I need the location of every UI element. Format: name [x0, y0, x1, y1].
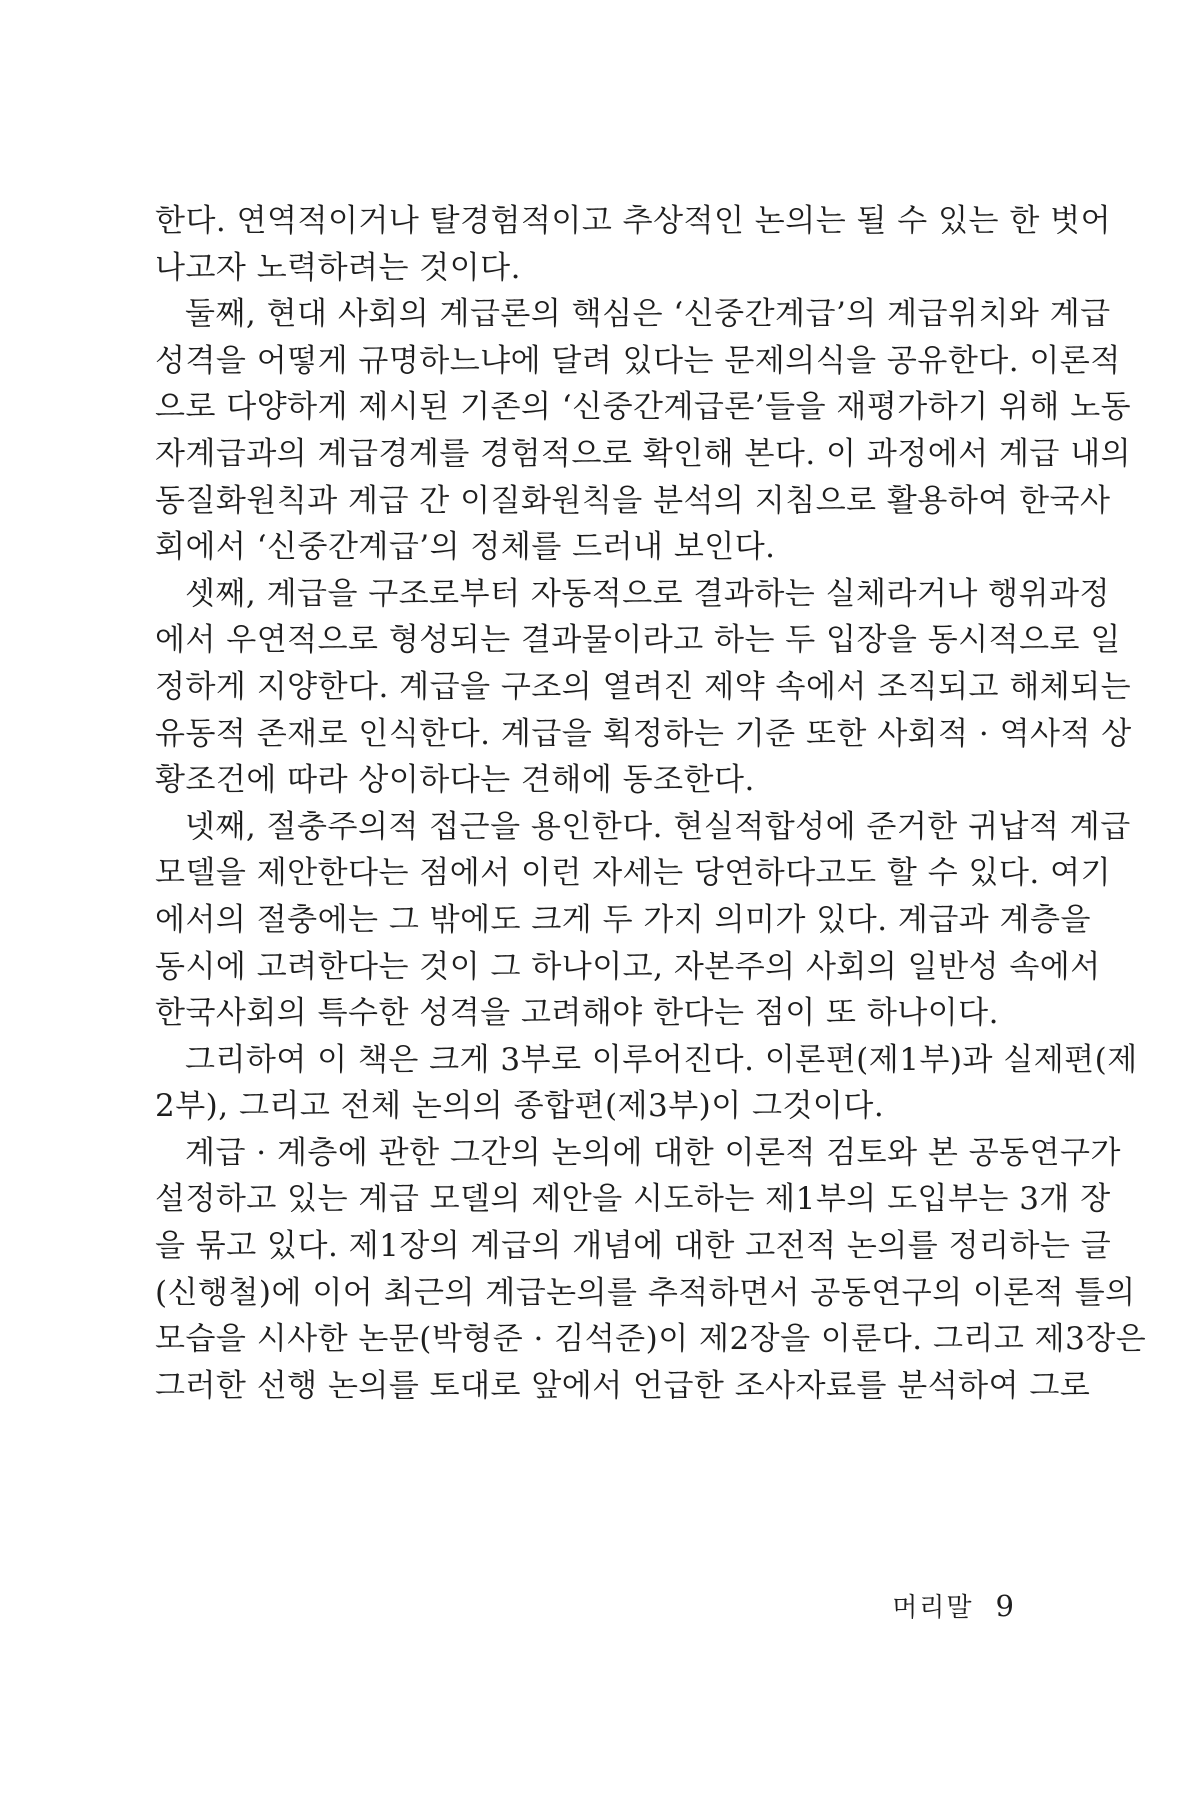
- text-line: 계급 · 계층에 관한 그간의 논의에 대한 이론적 검토와 본 공동연구가: [185, 1134, 1121, 1171]
- text-line: 에서 우연적으로 형성되는 결과물이라고 하는 두 입장을 동시적으로 일: [155, 622, 1121, 659]
- text-line: 황조건에 따라 상이하다는 견해에 동조한다.: [155, 762, 755, 799]
- text-line: 한국사회의 특수한 성격을 고려해야 한다는 점이 또 하나이다.: [155, 995, 999, 1032]
- text-line: 동시에 고려한다는 것이 그 하나이고, 자본주의 사회의 일반성 속에서: [155, 948, 1101, 985]
- text-line: 회에서 ‘신중간계급’의 정체를 드러내 보인다.: [155, 529, 776, 566]
- text-line: 셋째, 계급을 구조로부터 자동적으로 결과하는 실체라거나 행위과정: [185, 575, 1110, 612]
- running-head: 머리말: [892, 1593, 974, 1623]
- text-line: 설정하고 있는 계급 모델의 제안을 시도하는 제1부의 도입부는 3개 장: [155, 1181, 1111, 1218]
- text-line: 모습을 시사한 논문(박형준 · 김석준)이 제2장을 이룬다. 그리고 제3장은: [155, 1321, 1147, 1358]
- text-line: 모델을 제안한다는 점에서 이런 자세는 당연하다고도 할 수 있다. 여기: [155, 855, 1112, 892]
- page-number: 9: [995, 1589, 1014, 1623]
- text-line: 한다. 연역적이거나 탈경험적이고 추상적인 논의는 될 수 있는 한 벗어: [155, 203, 1112, 239]
- text-line: 그러한 선행 논의를 토대로 앞에서 언급한 조사자료를 분석하여 그로: [155, 1367, 1091, 1404]
- text-line: 동질화원칙과 계급 간 이질화원칙을 분석의 지침으로 활용하여 한국사: [155, 482, 1111, 519]
- text-line: 에서의 절충에는 그 밖에도 크게 두 가지 의미가 있다. 계급과 계층을: [155, 901, 1091, 938]
- text-line: 그리하여 이 책은 크게 3부로 이루어진다. 이론편(제1부)과 실제편(제: [185, 1041, 1138, 1078]
- body-text: [155, 198, 1147, 1409]
- text-line: 둘째, 현대 사회의 계급론의 핵심은 ‘신중간계급’의 계급위치와 계급: [185, 296, 1111, 333]
- text-line: 넷째, 절충주의적 접근을 용인한다. 현실적합성에 준거한 귀납적 계급: [185, 808, 1131, 845]
- text-line: 나고자 노력하려는 것이다.: [155, 249, 521, 286]
- text-line: 을 묶고 있다. 제1장의 계급의 개념에 대한 고전적 논의를 정리하는 글: [155, 1228, 1112, 1265]
- text-line: 유동적 존재로 인식한다. 계급을 획정하는 기준 또한 사회적 · 역사적 상: [155, 715, 1132, 752]
- page-footer: [892, 1587, 1014, 1624]
- text-line: 정하게 지양한다. 계급을 구조의 열려진 제약 속에서 조직되고 해체되는: [155, 668, 1132, 705]
- text-line: (신행철)에 이어 최근의 계급논의를 추적하면서 공동연구의 이론적 틀의: [155, 1274, 1136, 1311]
- text-line: 으로 다양하게 제시된 기존의 ‘신중간계급론’들을 재평가하기 위해 노동: [155, 389, 1132, 426]
- text-line: 2부), 그리고 전체 논의의 종합편(제3부)이 그것이다.: [155, 1088, 885, 1125]
- text-line: 성격을 어떻게 규명하느냐에 달려 있다는 문제의식을 공유한다. 이론적: [155, 342, 1121, 379]
- text-line: 자계급과의 계급경계를 경험적으로 확인해 본다. 이 과정에서 계급 내의: [155, 435, 1132, 472]
